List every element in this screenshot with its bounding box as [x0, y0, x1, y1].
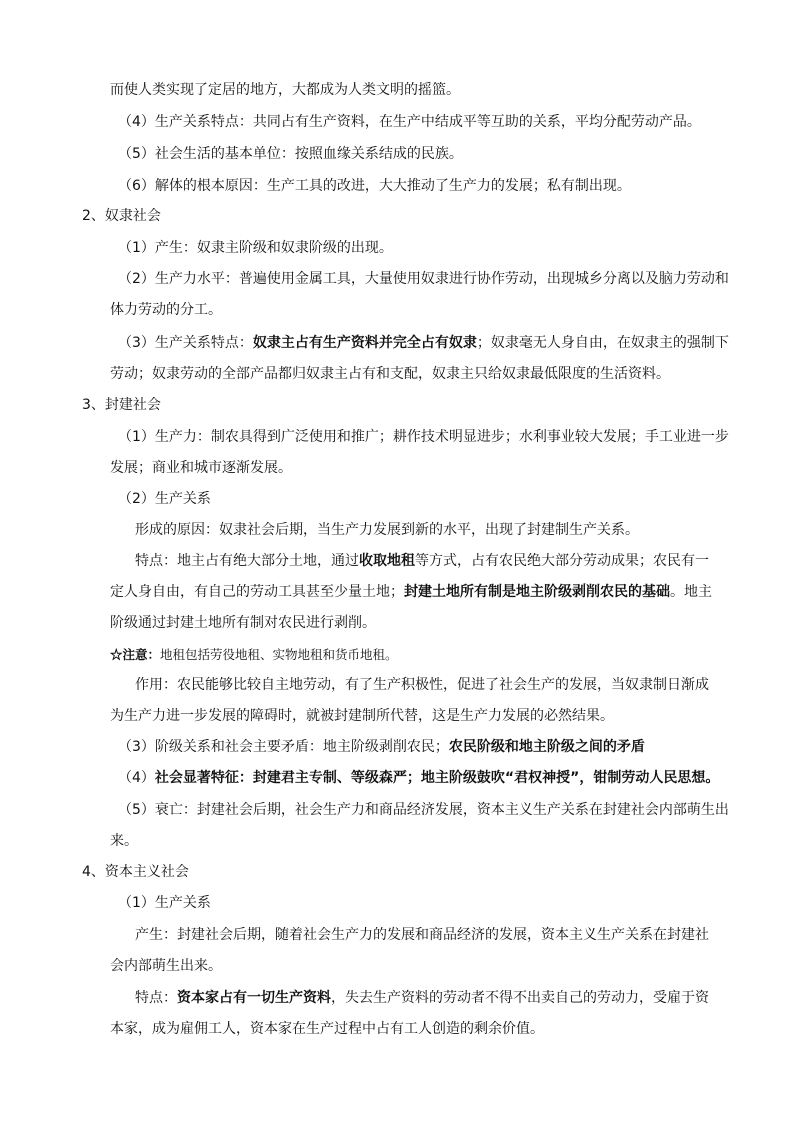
bold-text: 奴隶主占有生产资料并完全占有奴隶	[252, 335, 477, 351]
text-line: 发展；商业和城市逐渐发展。	[110, 460, 292, 476]
text-line: 本家，成为雇佣工人，资本家在生产过程中占有工人创造的剩余价值。	[110, 1021, 544, 1037]
text-run: （3）生产关系特点：	[118, 335, 253, 351]
text-line: 会内部萌生出来。	[110, 958, 222, 974]
text-run: 特点：地主占有绝大部分土地，通过	[135, 553, 359, 569]
text-line: （1）生产力：制农具得到广泛使用和推广；耕作技术明显进步；水利事业较大发展；手工业进一步	[118, 429, 729, 445]
text-run: ；奴隶毫无人身自由，在奴隶主的强制下	[476, 335, 729, 351]
text-run: 定人身自由，有自己的劳动工具甚至少量土地；	[110, 584, 404, 600]
text-line: 来。	[110, 833, 138, 849]
text-line: 形成的原因：奴隶社会后期，当生产力发展到新的水平，出现了封建制生产关系。	[135, 522, 639, 538]
text-line: （5）社会生活的基本单位：按照血缘关系结成的民族。	[118, 146, 463, 162]
text-run: 等方式，占有农民绝大部分劳动成果；农民有一	[415, 553, 709, 569]
text-line: （6）解体的根本原因：生产工具的改进，大大推动了生产力的发展；私有制出现。	[118, 178, 631, 194]
text-line	[135, 551, 709, 571]
text-run: 特点：	[135, 990, 177, 1006]
text-line: 作用：农民能够比较自主地劳动，有了生产积极性，促进了社会生产的发展，当奴隶制日渐成	[135, 677, 709, 693]
note-text: 地租包括劳役地租、实物地租和货币地租。	[160, 647, 398, 662]
note-label: ☆注意：	[110, 647, 161, 662]
text-line: 而使人类实现了定居的地方，大都成为人类文明的摇篮。	[110, 82, 460, 98]
text-line: 劳动；奴隶劳动的全部产品都归奴隶主占有和支配，奴隶主只给奴隶最低限度的生活资料。	[110, 366, 670, 382]
bold-text: 农民阶级和地主阶级之间的矛盾	[448, 739, 645, 755]
text-run: 。地主	[670, 584, 712, 600]
bold-text: 资本家占有一切生产资料	[177, 990, 331, 1006]
bold-text: 封建土地所有制是地主阶级剥削农民的基础	[404, 584, 670, 600]
text-line: （1）产生：奴隶主阶级和奴隶阶级的出现。	[118, 240, 393, 256]
text-run: （4）	[118, 770, 155, 786]
section-heading: 3、封建社会	[82, 397, 161, 413]
text-line	[118, 737, 645, 757]
bold-text: 收取地租	[359, 553, 415, 569]
text-line: 体力劳动的分工。	[110, 302, 222, 318]
text-line	[110, 582, 712, 602]
text-line: （2）生产关系	[118, 491, 211, 507]
text-line: （5）衰亡：封建社会后期，社会生产力和商品经济发展，资本主义生产关系在封建社会内部萌生出	[118, 802, 729, 818]
text-run: （3）阶级关系和社会主要矛盾：地主阶级剥削农民；	[118, 739, 449, 755]
text-line: 阶级通过封建土地所有制对农民进行剥削。	[110, 615, 376, 631]
text-line: 为生产力进一步发展的障碍时，就被封建制所代替，这是生产力发展的必然结果。	[110, 708, 614, 724]
note-line	[110, 645, 398, 665]
bold-text: 社会显著特征：封建君主专制、等级森严；地主阶级鼓吹“君权神授”，钳制劳动人民思想。	[154, 770, 720, 786]
text-line	[135, 988, 709, 1008]
text-line: （1）生产关系	[118, 895, 211, 911]
text-line	[118, 333, 729, 353]
text-line: （2）生产力水平：普遍使用金属工具，大量使用奴隶进行协作劳动，出现城乡分离以及脑力劳动和	[118, 271, 729, 287]
section-heading: 4、资本主义社会	[82, 864, 189, 880]
text-run: ，失去生产资料的劳动者不得不出卖自己的劳动力，受雇于资	[331, 990, 709, 1006]
text-line: 产生：封建社会后期，随着社会生产力的发展和商品经济的发展，资本主义生产关系在封建社	[135, 927, 709, 943]
text-line	[118, 768, 719, 788]
text-line: （4）生产关系特点：共同占有生产资料，在生产中结成平等互助的关系，平均分配劳动产品。	[118, 114, 701, 130]
section-heading: 2、奴隶社会	[82, 208, 161, 224]
